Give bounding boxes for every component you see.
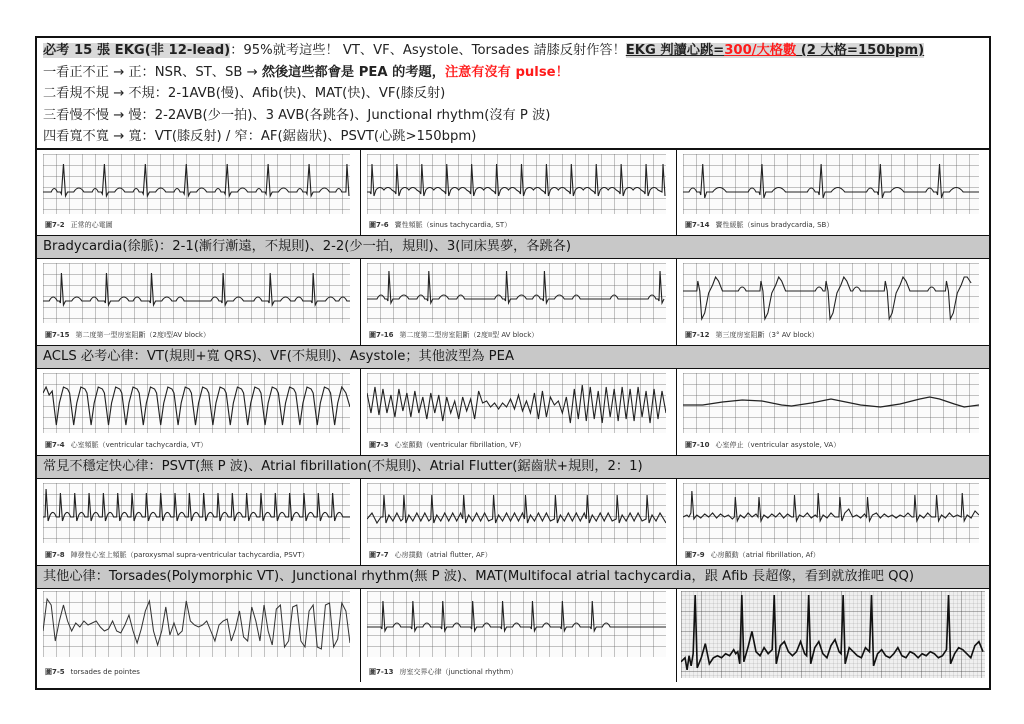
strip-caption bbox=[369, 440, 525, 450]
strip-caption bbox=[369, 667, 517, 677]
caption-text: 陣發性心室上頻脈（paroxysmal supra-ventricular tachycardia, PSVT） bbox=[70, 551, 309, 559]
caption-text: 第二度第二型房室阻斷（2度II型 AV block） bbox=[399, 331, 539, 339]
sheet-title: 必考 15 張 EKG(非 12-lead) bbox=[43, 43, 231, 58]
strip-caption bbox=[45, 667, 140, 677]
strip-row-bradycardia bbox=[37, 259, 989, 345]
strip-caption bbox=[369, 330, 538, 340]
caption-text: 正常的心電圖 bbox=[70, 221, 113, 229]
ekg-tracing bbox=[43, 154, 350, 214]
intro-line-2 bbox=[43, 62, 983, 84]
figure-number: 圖7-13 bbox=[369, 668, 394, 676]
strip-caption bbox=[45, 440, 207, 450]
ekg-strip-psvt bbox=[37, 479, 361, 565]
caption-text: 心室頻脈（ventricular tachycardia, VT） bbox=[70, 441, 208, 449]
strip-caption bbox=[369, 550, 492, 560]
pulse-warning: 注意有沒有 pulse！ bbox=[444, 64, 569, 80]
figure-number: 圖7-6 bbox=[369, 221, 389, 229]
ekg-tracing bbox=[683, 373, 979, 433]
ekg-cheatsheet bbox=[35, 36, 991, 690]
step1-bold: 然後這些都會是 PEA 的考題， bbox=[261, 64, 445, 80]
intro-line-1 bbox=[43, 40, 983, 62]
formula-prefix: EKG 判讀心跳= bbox=[625, 43, 725, 58]
intro-line-3: 二看規不規 → 不規：2-1AVB(慢)、Afib(快)、MAT(快)、VF(膝反射) bbox=[43, 86, 446, 102]
figure-number: 圖7-15 bbox=[45, 331, 70, 339]
strip-caption bbox=[45, 550, 309, 560]
strip-row-tachycardia bbox=[37, 479, 989, 565]
section-header-tachycardia: 常見不穩定快心律：PSVT(無 P 波)、Atrial fibrillation(不規則)、Atrial Flutter(鋸齒狀+規則，2：1) bbox=[37, 455, 989, 479]
caption-text: 房室交界心律（junctional rhythm） bbox=[399, 668, 518, 676]
ekg-tracing bbox=[367, 373, 666, 433]
caption-text: 第三度房室阻斷（3° AV block） bbox=[715, 331, 819, 339]
figure-number: 圖7-12 bbox=[685, 331, 710, 339]
ekg-tracing bbox=[367, 154, 666, 214]
figure-number: 圖7-8 bbox=[45, 551, 65, 559]
intro-line-5: 四看寬不寬 → 寬：VT(膝反射) / 窄：AF(鋸齒狀)、PSVT(心跳>150bpm) bbox=[43, 129, 477, 145]
ekg-strip-asystole bbox=[677, 369, 989, 455]
strip-row-acls bbox=[37, 369, 989, 455]
strip-caption bbox=[45, 220, 113, 230]
figure-number: 圖7-16 bbox=[369, 331, 394, 339]
strip-caption bbox=[369, 220, 511, 230]
caption-text: 心室顫動（ventricular fibrillation, VF） bbox=[394, 441, 526, 449]
ekg-tracing bbox=[367, 591, 666, 657]
formula-red: 300/大格數 bbox=[724, 43, 797, 58]
ekg-tracing bbox=[43, 373, 350, 433]
ekg-tracing bbox=[367, 483, 666, 543]
figure-number: 圖7-5 bbox=[45, 668, 65, 676]
figure-number: 圖7-2 bbox=[45, 221, 65, 229]
ekg-strip-atrial-flutter bbox=[361, 479, 677, 565]
ekg-strip-torsades bbox=[37, 589, 361, 682]
caption-text: 竇性頻脈（sinus tachycardia, ST） bbox=[394, 221, 512, 229]
ekg-strip-vt bbox=[37, 369, 361, 455]
figure-number: 圖7-7 bbox=[369, 551, 389, 559]
ekg-strip-sb bbox=[677, 150, 989, 235]
ekg-strip-2-2-avb bbox=[361, 259, 677, 345]
step1-text: 一看正不正 → 正：NSR、ST、SB → bbox=[43, 64, 262, 80]
ekg-strip-nsr bbox=[37, 150, 361, 235]
caption-text: 心房顫動（atrial fibrillation, Af） bbox=[710, 551, 820, 559]
ekg-tracing bbox=[681, 591, 985, 678]
section-header-other: 其他心律：Torsades(Polymorphic VT)、Junctional rhythm(無 P 波)、MAT(Multifocal atrial tachycardia，跟 Afib 長超像，看到就放推吧 QQ) bbox=[37, 565, 989, 589]
ekg-strip-vf bbox=[361, 369, 677, 455]
strip-caption bbox=[685, 550, 820, 560]
strip-caption bbox=[45, 330, 210, 340]
ekg-strip-junctional bbox=[361, 589, 677, 682]
heart-rate-formula bbox=[626, 43, 924, 58]
ekg-strip-st bbox=[361, 150, 677, 235]
figure-number: 圖7-3 bbox=[369, 441, 389, 449]
section-header-bradycardia: Bradycardia(徐脈)：2-1(漸行漸遠，不規則)、2-2(少一拍，規則)、3(同床異夢，各跳各) bbox=[37, 235, 989, 259]
intro-line-4: 三看慢不慢 → 慢：2-2AVB(少一拍)、3 AVB(各跳各)、Junctional rhythm(沒有 P 波) bbox=[43, 107, 551, 123]
ekg-tracing bbox=[683, 263, 979, 323]
section-header-acls: ACLS 必考心律：VT(規則+寬 QRS)、VF(不規則)、Asystole；其他波型為 PEA bbox=[37, 345, 989, 369]
ekg-strip-2-1-avb bbox=[37, 259, 361, 345]
caption-text: 心室停止（ventricular asystole, VA） bbox=[715, 441, 841, 449]
strip-caption bbox=[685, 440, 840, 450]
formula-suffix: (2 大格=150bpm) bbox=[796, 43, 925, 58]
caption-text: 竇性緩脈（sinus bradycardia, SB） bbox=[715, 221, 834, 229]
caption-text: 第二度第一型房室阻斷（2度I型AV block） bbox=[75, 331, 210, 339]
ekg-tracing bbox=[43, 591, 350, 657]
figure-number: 圖7-10 bbox=[685, 441, 710, 449]
ekg-strip-atrial-fibrillation bbox=[677, 479, 989, 565]
caption-text: torsades de pointes bbox=[70, 668, 140, 676]
figure-number: 圖7-14 bbox=[685, 221, 710, 229]
strip-row-sinus bbox=[37, 150, 989, 235]
ekg-tracing bbox=[683, 483, 979, 543]
strip-row-other bbox=[37, 589, 989, 682]
figure-number: 圖7-4 bbox=[45, 441, 65, 449]
caption-text: 心房撲動（atrial flutter, AF） bbox=[394, 551, 492, 559]
ekg-tracing bbox=[367, 263, 666, 323]
intro-text: ：95%就考這些！ VT、VF、Asystole、Torsades 請膝反射作答！ bbox=[230, 43, 626, 58]
figure-number: 圖7-9 bbox=[685, 551, 705, 559]
ekg-strip-3-avb bbox=[677, 259, 989, 345]
strip-caption bbox=[685, 220, 833, 230]
ekg-tracing bbox=[43, 263, 350, 323]
intro-notes bbox=[37, 38, 989, 150]
ekg-tracing bbox=[683, 154, 979, 214]
ekg-tracing bbox=[43, 483, 350, 543]
ekg-strip-mat bbox=[677, 589, 989, 682]
strip-caption bbox=[685, 330, 819, 340]
